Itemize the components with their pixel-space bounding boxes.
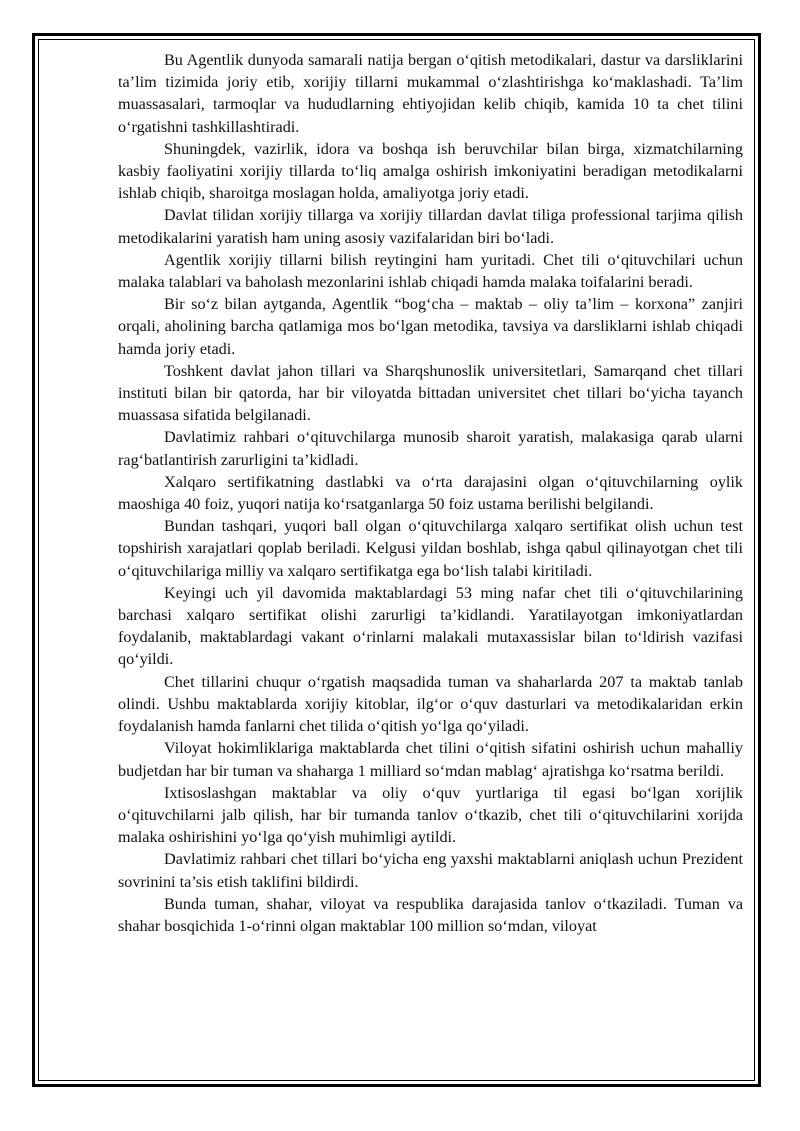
paragraph: Bu Agentlik dunyoda samarali natija bergan o‘qitish metodikalari, dastur va darsliklarini ta’lim tizimida joriy etib, xorijiy tillarni mukammal o‘zlashtirishga ko‘maklashadi. Ta’lim muassasalari, tarmoqlar va hududlarning ehtiyojidan kelib chiqib, kamida 10 ta chet tilini o‘rgatishni tashkillashtiradi. (118, 51, 743, 136)
paragraph: Agentlik xorijiy tillarni bilish reytingini ham yuritadi. Chet tili o‘qituvchilari uchun malaka talablari va baholash mezonlarini ishlab chiqadi hamda malaka toifalarini beradi. (118, 250, 743, 292)
paragraph: Keyingi uch yil davomida maktablardagi 53 ming nafar chet tili o‘qituvchilarining barchasi xalqaro sertifikat olishi zarurligi ta’kidlandi. Yaratilayotgan imkoniyatlardan foydalanib, maktablardagi vakant o‘rinlarni malakali mutaxassislar bilan to‘ldirish vazifasi qo‘yildi. (118, 583, 743, 669)
paragraph: Bundan tashqari, yuqori ball olgan o‘qituvchilarga xalqaro sertifikat olish uchun test topshirish xarajatlari qoplab beriladi. Kelgusi yildan boshlab, ishga qabul qilinayotgan chet tili o‘qituvchilariga milliy va xalqaro sertifikatga ega bo‘lish talabi kiritiladi. (118, 517, 743, 580)
paragraph: Chet tillarini chuqur o‘rgatish maqsadida tuman va shaharlarda 207 ta maktab tanlab olindi. Ushbu maktablarda xorijiy kitoblar, ilg‘or o‘quv dasturlari va metodikalaridan erkin foydalanish hamda fanlarni chet tilida o‘qitish yo‘lga qo‘yiladi. (118, 672, 743, 736)
paragraph: Shuningdek, vazirlik, idora va boshqa ish beruvchilar bilan birga, xizmatchilarning kasbiy faoliyatini xorijiy tillarda to‘liq amalga oshirish imkoniyatini beradigan metodikalarni ishlab chiqib, sharoitga moslagan holda, amaliyotga joriy etadi. (118, 139, 743, 203)
paragraph: Ixtisoslashgan maktablar va oliy o‘quv yurtlariga til egasi bo‘lgan xorijlik o‘qituvchilarni jalb qilish, har bir tumanda tanlov o‘tkazib, chet tili o‘qituvchilarini xorijda malaka oshirishini yo‘lga qo‘yish muhimligi aytildi. (118, 783, 743, 847)
paragraph: Davlatimiz rahbari o‘qituvchilarga munosib sharoit yaratish, malakasiga qarab ularni rag‘batlantirish zarurligini ta’kidladi. (118, 428, 743, 469)
paragraph: Viloyat hokimliklariga maktablarda chet tilini o‘qitish sifatini oshirish uchun mahalliy budjetdan har bir tuman va shaharga 1 milliard so‘mdan mablag‘ ajratishga ko‘rsatma berildi. (118, 739, 743, 780)
paragraph: Xalqaro sertifikatning dastlabki va o‘rta darajasini olgan o‘qituvchilarning oylik maoshiga 40 foiz, yuqori natija ko‘rsatganlarga 50 foiz ustama berilishi belgilandi. (118, 472, 743, 514)
paragraph: Davlatimiz rahbari chet tillari bo‘yicha eng yaxshi maktablarni aniqlash uchun Prezident sovrinini ta’sis etish taklifini bildirdi. (118, 850, 743, 891)
paragraph: Bunda tuman, shahar, viloyat va respublika darajasida tanlov o‘tkaziladi. Tuman va shahar bosqichida 1-o‘rinni olgan maktablar 100 million so‘mdan, viloyat (118, 894, 743, 935)
paragraph: Bir so‘z bilan aytganda, Agentlik “bog‘cha – maktab – oliy ta’lim – korxona” zanjiri orqali, aholining barcha qatlamiga mos bo‘lgan metodika, tavsiya va darsliklarni ishlab chiqadi hamda joriy etadi. (118, 295, 743, 358)
document-body (118, 49, 743, 937)
paragraph: Toshkent davlat jahon tillari va Sharqshunoslik universitetlari, Samarqand chet tillari instituti bilan bir qatorda, har bir viloyatda bittadan universitet chet tillari bo‘yicha tayanch muassasa sifatida belgilanadi. (118, 361, 743, 425)
paragraph: Davlat tilidan xorijiy tillarga va xorijiy tillardan davlat tiliga professional tarjima qilish metodikalarini yaratish ham uning asosiy vazifalaridan biri bo‘ladi. (118, 206, 743, 247)
